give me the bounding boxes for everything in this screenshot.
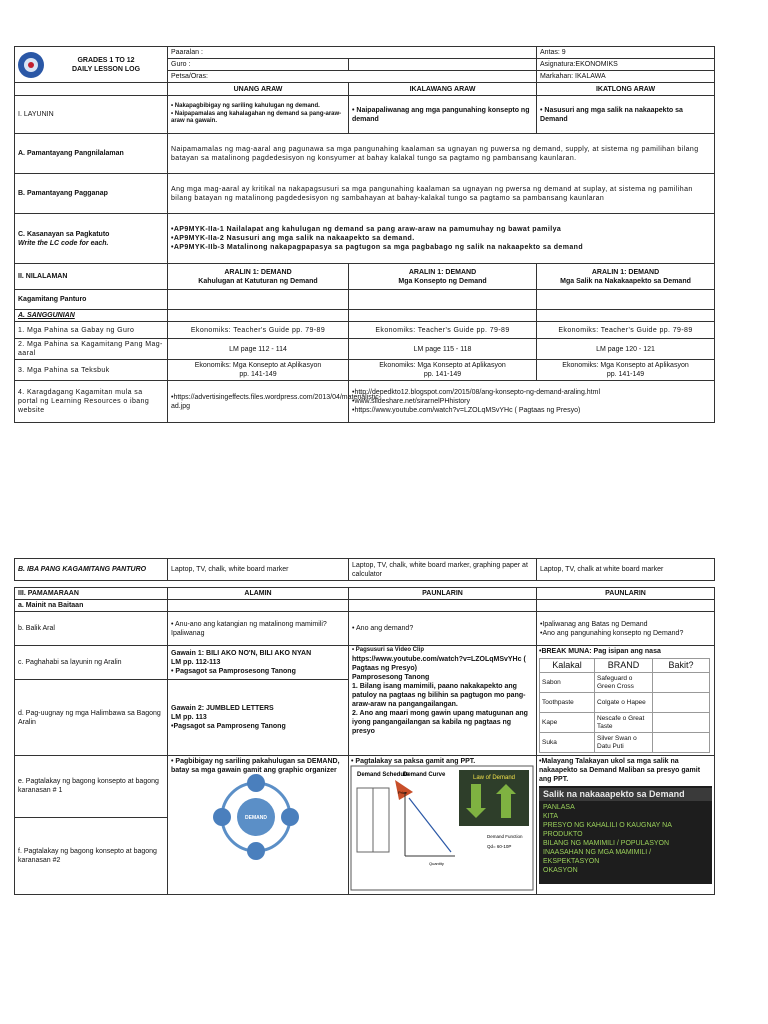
petsa-field: Petsa/Oras: bbox=[168, 71, 537, 83]
ppt-cell bbox=[349, 756, 537, 895]
nilalaman-day1-sub: Kahulugan at Katuturan ng Demand bbox=[198, 277, 318, 285]
asignatura-field: Asignatura:EKONOMIKS bbox=[537, 59, 715, 71]
law-of-demand-title: Law of Demand bbox=[472, 775, 516, 781]
brand-row-kalakal: Toothpaste bbox=[540, 693, 595, 713]
salik-item: KITA bbox=[543, 813, 559, 820]
brand-row-brand: Safeguard o Green Cross bbox=[595, 673, 653, 693]
lesson-log-table-bottom bbox=[14, 558, 715, 895]
pagganap-label: B. Pamantayang Pagganap bbox=[15, 174, 168, 214]
spacer-row bbox=[15, 581, 715, 588]
brand-cell bbox=[537, 646, 715, 756]
salik-title: Salik na nakaaapekto sa Demand bbox=[539, 788, 712, 801]
kasanayan-label-cell bbox=[15, 214, 168, 264]
kagamitan-label: Kagamitang Panturo bbox=[15, 290, 168, 310]
graphic-organizer-cell bbox=[168, 756, 349, 895]
paunlarin-header-2: PAUNLARIN bbox=[537, 588, 715, 600]
deped-seal-icon bbox=[18, 52, 44, 78]
day2-header: IKALAWANG ARAW bbox=[349, 83, 537, 96]
center-label: DEMAND bbox=[245, 815, 267, 821]
salik-item: PANLASA bbox=[543, 804, 575, 811]
teksbuk-day3: Ekonomiks: Mga Konsepto at Aplikasyon pp. 141-149 bbox=[537, 360, 715, 381]
video-clip-cell bbox=[349, 646, 537, 756]
paghahabi-day1: Gawain 1: BILI AKO NO'N, BILI AKO NYAN LM pp. 112-113 • Pagsagot sa Pamprosesong Tanong bbox=[168, 646, 349, 680]
nilalaman-day2 bbox=[349, 264, 537, 290]
pagtalakay1-label: e. Pagtalakay ng bagong konsepto at bagong karanasan # 1 bbox=[15, 756, 168, 818]
brand-row-bakit bbox=[653, 713, 710, 733]
kasanayan-items bbox=[168, 214, 715, 264]
kagamitan-day2 bbox=[349, 290, 537, 310]
teksbuk-day1: Ekonomiks: Mga Konsepto at Aplikasyon pp. 141-149 bbox=[168, 360, 349, 381]
mainit-day2 bbox=[349, 600, 537, 612]
school-title: GRADES 1 TO 12 bbox=[77, 56, 135, 64]
salik-item: OKASYON bbox=[543, 867, 578, 874]
kagamitang-pang-day3: LM page 120 - 121 bbox=[537, 339, 715, 360]
nilalaman-day3-title: ARALIN 1: DEMAND bbox=[591, 268, 660, 276]
brand-row-kalakal: Suka bbox=[540, 733, 595, 753]
brand-row-brand: Colgate o Hapee bbox=[595, 693, 653, 713]
kagamitan-day3 bbox=[537, 290, 715, 310]
pag-uugnay-label: d. Pag-uugnay ng mga Halimbawa sa Bagong Aralin bbox=[15, 680, 168, 756]
axis-y-label: Price bbox=[398, 790, 408, 795]
pagtalakay1-day1: • Pagbibigay ng sariling pakahulugan sa DEMAND, batay sa mga gawain gamit ang graphic organizer bbox=[171, 758, 340, 774]
salik-item: PRESYO NG KAHALILI O KAUGNAY NA PRODUKTO bbox=[543, 822, 672, 838]
brand-row-kalakal: Sabon bbox=[540, 673, 595, 693]
layunin-day3: • Nasusuri ang mga salik na nakaapekto sa Demand bbox=[537, 96, 715, 134]
brand-header-brand: BRAND bbox=[595, 659, 653, 673]
paghahabi-label: c. Paghahabi sa layunin ng Aralin bbox=[15, 646, 168, 680]
pangnilalaman-text: Naipamamalas ng mag-aaral ang pagunawa sa mga pangunahing kaalaman sa ugnayan ng puwersa ng demand, supply, at sistema ng pamilihan bilang batayan sa matalinong pagdedesisyon ng konsyumer at bahay kalakal tungo sa pagtamo ng pambansang kaunlaran. bbox=[168, 134, 715, 174]
gabay-day3: Ekonomiks: Teacher's Guide pp. 79-89 bbox=[537, 322, 715, 339]
layunin-day1: • Nakapagbibigay ng sariling kahulugan ng demand. • Naipapamalas ang kahalagahan ng demand sa pang-araw-araw na gawain. bbox=[168, 96, 349, 134]
nilalaman-day2-title: ARALIN 1: DEMAND bbox=[408, 268, 477, 276]
brand-header-bakit: Bakit? bbox=[653, 659, 710, 673]
nilalaman-day1-title: ARALIN 1: DEMAND bbox=[224, 268, 292, 276]
nilalaman-day1 bbox=[168, 264, 349, 290]
mainit-label: a. Mainit na Baitaan bbox=[15, 600, 168, 612]
node-left bbox=[213, 808, 231, 826]
salik-item: BILANG NG MAMIMILI / POPULASYON bbox=[543, 840, 670, 847]
demand-curve-title: Demand Curve bbox=[403, 772, 446, 778]
lesson-log-table-top bbox=[14, 46, 715, 423]
node-top bbox=[247, 774, 265, 792]
kasanayan-sublabel: Write the LC code for each. bbox=[18, 239, 109, 247]
pagtalakay1-day3: •Malayang Talakayan ukol sa mga salik na nakaapekto sa Demand Maliban sa presyo gamit ang PPT. bbox=[539, 758, 701, 783]
brand-row-bakit bbox=[653, 673, 710, 693]
lesson-log-page bbox=[14, 46, 714, 874]
demand-graphic-organizer bbox=[171, 775, 341, 859]
brand-row-brand: Silver Swan o Datu Puti bbox=[595, 733, 653, 753]
gabay-label: 1. Mga Pahina sa Gabay ng Guro bbox=[15, 322, 168, 339]
kasanayan-label: C. Kasanayan sa Pagkatuto bbox=[18, 230, 110, 238]
pangnilalaman-label: A. Pamantayang Pangnilalaman bbox=[15, 134, 168, 174]
mainit-day1 bbox=[168, 600, 349, 612]
node-bottom bbox=[247, 842, 265, 860]
nilalaman-day3-sub: Mga Salik na Nakakaapekto sa Demand bbox=[560, 277, 691, 285]
ppt-slide-image bbox=[351, 766, 533, 890]
teksbuk-label: 3. Mga Pahina sa Teksbuk bbox=[15, 360, 168, 381]
iba-pang-day3: Laptop, TV, chalk at white board marker bbox=[537, 559, 715, 581]
lc-code-3: •AP9MYK-IIb-3 Matalinong nakapagpapasya sa pagtugon sa mga pagbabago ng salik na nakaapekto sa demand bbox=[171, 244, 583, 251]
karagdagang-label: 4. Karagdagang Kagamitan mula sa portal ng Learning Resources o ibang website bbox=[15, 381, 168, 423]
video-clip-sub: Pamprosesong Tanong bbox=[352, 673, 430, 681]
brand-header-kalakal: Kalakal bbox=[540, 659, 595, 673]
balik-aral-label: b. Balik Aral bbox=[15, 612, 168, 646]
paaralan-field: Paaralan : bbox=[168, 47, 537, 59]
header-logo-cell bbox=[15, 47, 168, 83]
video-clip-head: • Pagsusuri sa Video Clip bbox=[352, 647, 425, 653]
pag-uugnay-day1: Gawain 2: JUMBLED LETTERS LM pp. 113 •Pagsagot sa Pamproseng Tanong bbox=[168, 680, 349, 756]
sanggunian-label: A. SANGGUNIAN bbox=[15, 310, 168, 322]
iba-pang-day1: Laptop, TV, chalk, white board marker bbox=[168, 559, 349, 581]
brand-table bbox=[539, 658, 710, 753]
axis-x-label: Quantity bbox=[429, 861, 444, 866]
log-title: DAILY LESSON LOG bbox=[71, 65, 141, 73]
guro-field: Guro : bbox=[168, 59, 349, 71]
karagdagang-day2: •http://depedkto12.blogspot.com/2015/08/ang-konsepto-ng-demand-araling.html •www.slideshare.net/sirarnelPHhistory •https://www.youtube.com/watch?v=LZOLqMSvYHc ( Pagtaas ng Presyo) bbox=[349, 381, 715, 423]
kagamitang-pang-day1: LM page 112 - 114 bbox=[168, 339, 349, 360]
iba-pang-label: B. IBA PANG KAGAMITANG PANTURO bbox=[15, 559, 168, 581]
karagdagang-day1: •https://advertisingeffects.files.wordpress.com/2013/04/materialistic-ad.jpg bbox=[168, 381, 349, 423]
nilalaman-day2-sub: Mga Konsepto ng Demand bbox=[398, 277, 487, 285]
pamamaraan-label: III. PAMAMARAAN bbox=[15, 588, 168, 600]
blank-cell bbox=[15, 83, 168, 96]
sanggunian-day1 bbox=[168, 310, 349, 322]
video-clip-questions: 1. Bilang isang mamimili, paano nakakapekto ang patuloy na pagtaas ng bilihin sa pagtugon mo pang-araw-araw na pangangailangan. 2. Ano ang maari mong gawin upang matugunan ang iyong pangangailangan sa kabila ng pagtaas ng presyo bbox=[352, 682, 528, 735]
brand-row-bakit bbox=[653, 733, 710, 753]
brand-row-bakit bbox=[653, 693, 710, 713]
qd-equation: Qd= 60-10P bbox=[487, 844, 512, 849]
salik-item: INAASAHAN NG MGA MAMIMILI / EKSPEKTASYON bbox=[543, 849, 652, 865]
balik-aral-day2: • Ano ang demand? bbox=[349, 612, 537, 646]
sanggunian-day3 bbox=[537, 310, 715, 322]
salik-cell bbox=[537, 756, 715, 895]
pagtalakay2-label: f. Pagtalakay ng bagong konsepto at bagong karanasan #2 bbox=[15, 817, 168, 894]
antas-field: Antas: 9 bbox=[537, 47, 715, 59]
balik-aral-day3: •Ipaliwanag ang Batas ng Demand •Ano ang pangunahing konsepto ng Demand? bbox=[537, 612, 715, 646]
salik-slide bbox=[539, 786, 712, 884]
kagamitang-pang-label: 2. Mga Pahina sa Kagamitang Pang Mag-aaral bbox=[15, 339, 168, 360]
break-muna-text: •BREAK MUNA: Pag isipan ang nasa bbox=[539, 648, 661, 655]
brand-row-kalakal: Kape bbox=[540, 713, 595, 733]
sanggunian-day2 bbox=[349, 310, 537, 322]
gabay-day1: Ekonomiks: Teacher's Guide pp. 79-89 bbox=[168, 322, 349, 339]
teksbuk-day2: Ekonomiks: Mga Konsepto at Aplikasyon pp. 141-149 bbox=[349, 360, 537, 381]
nilalaman-day3 bbox=[537, 264, 715, 290]
lc-code-1: •AP9MYK-IIa-1 Nailalapat ang kahulugan ng demand sa pang araw-araw na pamumuhay ng bawat pamilya bbox=[171, 226, 562, 233]
pagtalakay1-day2: • Pagtalakay sa paksa gamit ang PPT. bbox=[351, 758, 476, 765]
gabay-day2: Ekonomiks: Teacher's Guide pp. 79-89 bbox=[349, 322, 537, 339]
kagamitang-pang-day2: LM page 115 - 118 bbox=[349, 339, 537, 360]
demand-schedule-title: Demand Schedule bbox=[357, 772, 410, 778]
brand-row-brand: Nescafe o Great Taste bbox=[595, 713, 653, 733]
pagganap-text: Ang mga mag-aaral ay kritikal na nakapagsusuri sa mga pangunahing kaalaman sa ugnayan ng pwersa ng demand at suplay, at sistema ng pamilihan bilang batayan ng matalinong pagdedesisyon ng sambahayan at bahay-kalakal tungo sa pagtamo sa pambansang kaunlaran bbox=[168, 174, 715, 214]
node-right bbox=[281, 808, 299, 826]
alamin-header: ALAMIN bbox=[168, 588, 349, 600]
paunlarin-header-1: PAUNLARIN bbox=[349, 588, 537, 600]
iba-pang-day2: Laptop, TV, chalk, white board marker, graphing paper at calculator bbox=[349, 559, 537, 581]
nilalaman-label: II. NILALAMAN bbox=[15, 264, 168, 290]
day3-header: IKATLONG ARAW bbox=[537, 83, 715, 96]
guro-extra bbox=[349, 59, 537, 71]
demand-function-label: Demand Function bbox=[487, 834, 523, 839]
kagamitan-day1 bbox=[168, 290, 349, 310]
lc-code-2: •AP9MYK-IIa-2 Nasusuri ang mga salik na nakaapekto sa demand. bbox=[171, 235, 415, 242]
layunin-day2: • Naipapaliwanag ang mga pangunahing konsepto ng demand bbox=[349, 96, 537, 134]
mainit-day3 bbox=[537, 600, 715, 612]
markahan-field: Markahan: IKALAWA bbox=[537, 71, 715, 83]
day1-header: UNANG ARAW bbox=[168, 83, 349, 96]
balik-aral-day1: • Anu-ano ang katangian ng matalinong mamimili? Ipaliwanag bbox=[168, 612, 349, 646]
layunin-label: I. LAYUNIN bbox=[15, 96, 168, 134]
video-clip-url: https://www.youtube.com/watch?v=LZOLqMSvYHc ( Pagtaas ng Presyo) bbox=[352, 655, 526, 672]
